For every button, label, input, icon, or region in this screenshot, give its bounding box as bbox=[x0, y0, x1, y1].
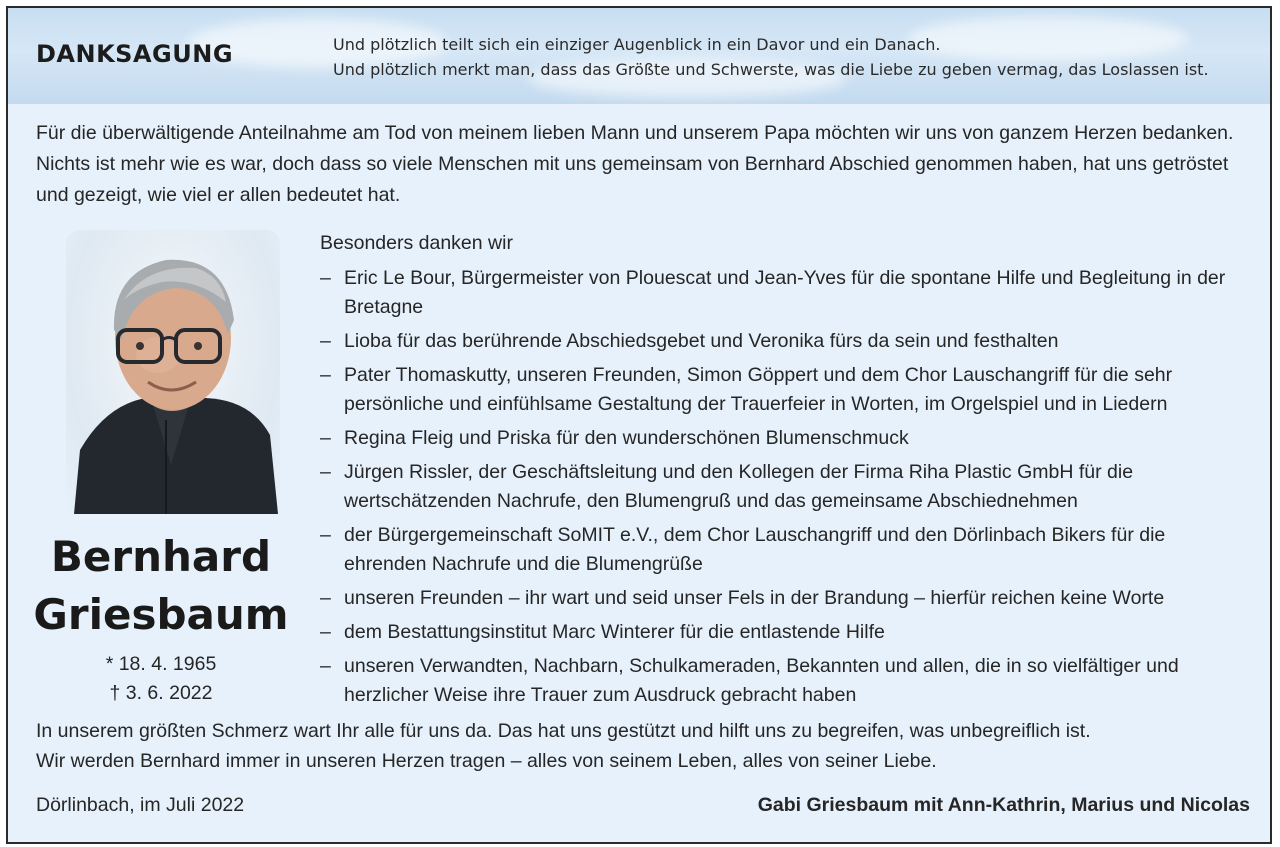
dash-bullet: – bbox=[320, 587, 331, 609]
list-item-text: Lioba für das berührende Abschiedsgebet und Veronika fürs da sein und festhalten bbox=[344, 330, 1059, 352]
header-quote bbox=[333, 32, 1258, 82]
dash-bullet: – bbox=[320, 427, 331, 449]
life-dates bbox=[8, 650, 314, 708]
list-item bbox=[320, 264, 1250, 322]
death-date: † 3. 6. 2022 bbox=[109, 682, 213, 704]
portrait-photo bbox=[66, 230, 280, 514]
thanks-section bbox=[320, 228, 1250, 715]
list-item bbox=[320, 521, 1250, 579]
dash-bullet: – bbox=[320, 655, 331, 677]
list-item bbox=[320, 584, 1250, 613]
list-item-text: Regina Fleig und Priska für den wunderschönen Blumenschmuck bbox=[344, 427, 909, 449]
deceased-name bbox=[8, 528, 314, 644]
page-title: DANKSAGUNG bbox=[36, 40, 234, 68]
place-date: Dörlinbach, im Juli 2022 bbox=[36, 794, 245, 816]
closing-text bbox=[36, 716, 1261, 776]
list-item bbox=[320, 618, 1250, 647]
dash-bullet: – bbox=[320, 267, 331, 289]
closing-line: In unserem größten Schmerz wart Ihr alle für uns da. Das hat uns gestützt und hilft uns zu begreifen, was unbegreiflich ist. bbox=[36, 720, 1091, 742]
list-item bbox=[320, 424, 1250, 453]
list-item-text: unseren Freunden – ihr wart und seid unser Fels in der Brandung – hierfür reichen keine Worte bbox=[344, 587, 1165, 609]
closing-line: Wir werden Bernhard immer in unseren Herzen tragen – alles von seinem Leben, alles von seiner Liebe. bbox=[36, 750, 937, 772]
quote-line: Und plötzlich teilt sich ein einziger Augenblick in ein Davor und ein Danach. bbox=[333, 35, 941, 54]
signature: Gabi Griesbaum mit Ann-Kathrin, Marius und Nicolas bbox=[757, 794, 1250, 816]
list-item-text: Eric Le Bour, Bürgermeister von Plouescat und Jean-Yves für die spontane Hilfe und Begleitung in der Bretagne bbox=[344, 267, 1226, 318]
list-item bbox=[320, 652, 1250, 710]
header-banner bbox=[8, 8, 1270, 104]
list-item bbox=[320, 458, 1250, 516]
dash-bullet: – bbox=[320, 461, 331, 483]
birth-date: * 18. 4. 1965 bbox=[105, 653, 217, 675]
list-item-text: dem Bestattungsinstitut Marc Winterer für die entlastende Hilfe bbox=[344, 621, 885, 643]
dash-bullet: – bbox=[320, 621, 331, 643]
dash-bullet: – bbox=[320, 524, 331, 546]
list-item bbox=[320, 361, 1250, 419]
thanks-lead: Besonders danken wir bbox=[320, 232, 513, 254]
list-item-text: unseren Verwandten, Nachbarn, Schulkameraden, Bekannten und allen, die in so vielfältiger und herzlicher Weise ihre Trauer zum Ausdruck gebracht haben bbox=[344, 655, 1179, 706]
first-name: Bernhard bbox=[50, 532, 272, 581]
intro-text: Für die überwältigende Anteilnahme am Tod von meinem lieben Mann und unserem Papa möchten wir uns von ganzem Herzen bedanken. Nichts ist mehr wie es war, doch dass so viele Menschen mit uns gemeinsam von Bernhard Abschied genommen haben, hat uns getröstet und gezeigt, wie viel er allen bedeutet hat. bbox=[36, 122, 1234, 206]
list-item-text: Pater Thomaskutty, unseren Freunden, Simon Göppert und dem Chor Lauschangriff für die sehr persönliche und einfühlsame Gestaltung der Trauerfeier in Worten, im Orgelspiel und in Liedern bbox=[344, 364, 1173, 415]
thanks-list bbox=[320, 264, 1250, 710]
dash-bullet: – bbox=[320, 330, 331, 352]
list-item-text: Jürgen Rissler, der Geschäftsleitung und den Kollegen der Firma Riha Plastic GmbH für die wertschätzenden Nachrufe, den Blumengruß und das gemeinsame Abschiednehmen bbox=[344, 461, 1134, 512]
last-name: Griesbaum bbox=[33, 590, 289, 639]
list-item bbox=[320, 327, 1250, 356]
list-item-text: der Bürgergemeinschaft SoMIT e.V., dem Chor Lauschangriff und den Dörlinbach Bikers für die ehrenden Nachrufe und die Blumengrüße bbox=[344, 524, 1166, 575]
obituary-card bbox=[6, 6, 1272, 844]
quote-line: Und plötzlich merkt man, dass das Größte und Schwerste, was die Liebe zu geben vermag, das Loslassen ist. bbox=[333, 60, 1209, 79]
dash-bullet: – bbox=[320, 364, 331, 386]
